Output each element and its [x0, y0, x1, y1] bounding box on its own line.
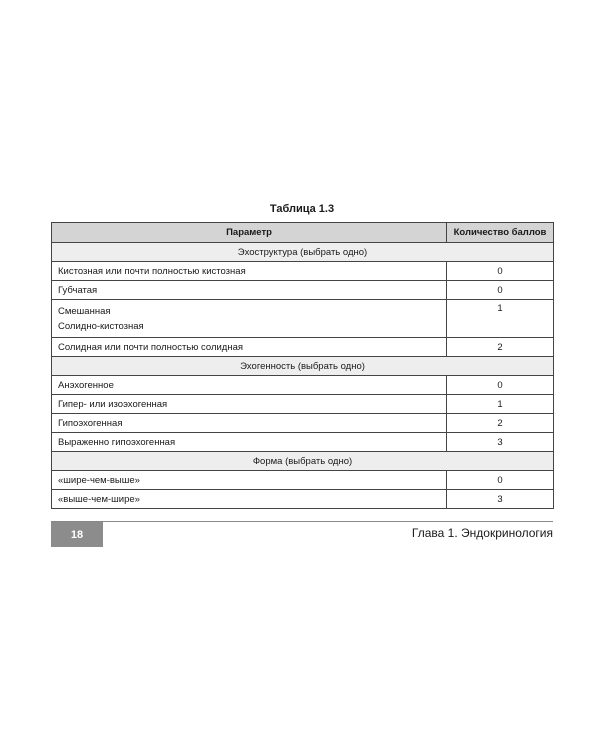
score-cell: 0 — [447, 376, 554, 395]
parameter-cell: Губчатая — [52, 281, 447, 300]
scoring-table — [51, 222, 554, 509]
table-row — [52, 471, 554, 490]
parameter-cell: «шире-чем-выше» — [52, 471, 447, 490]
score-cell: 0 — [447, 471, 554, 490]
section-row — [52, 452, 554, 471]
section-title: Эхоструктура (выбрать одно) — [52, 243, 554, 262]
score-cell: 1 — [447, 300, 554, 338]
parameter-cell: Выраженно гипоэхогенная — [52, 433, 447, 452]
score-cell: 0 — [447, 281, 554, 300]
parameter-cell: «выше-чем-шире» — [52, 490, 447, 509]
table-row — [52, 281, 554, 300]
parameter-cell: Кистозная или почти полностью кистозная — [52, 262, 447, 281]
section-title: Эхогенность (выбрать одно) — [52, 357, 554, 376]
parameter-cell: Гипер- или изоэхогенная — [52, 395, 447, 414]
table-row — [52, 300, 554, 338]
page-number: 18 — [51, 522, 103, 547]
table-row — [52, 490, 554, 509]
section-row — [52, 243, 554, 262]
parameter-cell: Анэхогенное — [52, 376, 447, 395]
header-parameter: Параметр — [52, 223, 447, 243]
chapter-title: Глава 1. Эндокринология — [411, 526, 553, 540]
parameter-line: Солидно-кистозная — [58, 320, 144, 332]
parameter-cell: Солидная или почти полностью солидная — [52, 338, 447, 357]
parameter-cell — [52, 300, 447, 338]
score-cell: 0 — [447, 262, 554, 281]
score-cell: 1 — [447, 395, 554, 414]
parameter-cell: Гипоэхогенная — [52, 414, 447, 433]
parameter-line: Смешанная — [58, 305, 111, 317]
table-row — [52, 376, 554, 395]
score-cell: 3 — [447, 490, 554, 509]
section-row — [52, 357, 554, 376]
table-row — [52, 395, 554, 414]
score-cell: 3 — [447, 433, 554, 452]
section-title: Форма (выбрать одно) — [52, 452, 554, 471]
score-cell: 2 — [447, 338, 554, 357]
table-row — [52, 433, 554, 452]
header-score: Количество баллов — [447, 223, 554, 243]
score-cell: 2 — [447, 414, 554, 433]
footer-divider — [51, 521, 553, 522]
table-header-row — [52, 223, 554, 243]
table-row — [52, 414, 554, 433]
table-row — [52, 262, 554, 281]
table-caption: Таблица 1.3 — [269, 203, 335, 215]
table-row — [52, 338, 554, 357]
